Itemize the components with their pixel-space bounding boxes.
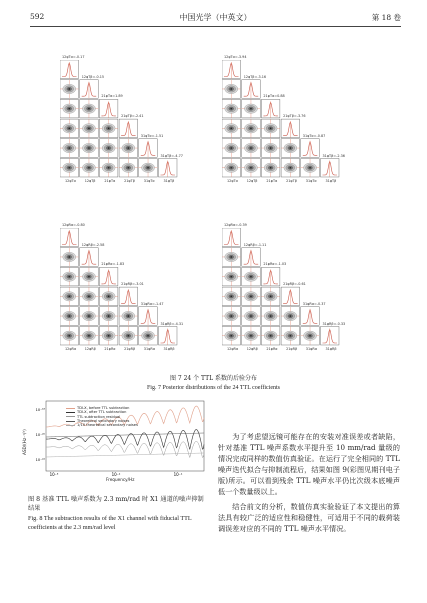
- posterior-peak: [88, 108, 90, 110]
- y-tick-label: 10⁻¹⁸: [35, 408, 45, 412]
- x-tick-label: 21φTβ: [286, 179, 297, 184]
- x-tick-label: 31φRβ: [325, 347, 337, 352]
- x-tick-label: 12φTα: [227, 179, 238, 184]
- journal-title: 中国光学（中英文）: [179, 13, 252, 22]
- page-header: [30, 12, 401, 26]
- posterior-peak: [88, 335, 90, 337]
- posterior-peak: [88, 167, 90, 169]
- legend-item: TDI-X, after TTL subtraction: [66, 410, 138, 414]
- body-text: [218, 431, 400, 534]
- posterior-peak: [68, 296, 70, 298]
- fig8-spectrum-plot: [22, 397, 208, 485]
- posterior-peak: [230, 256, 232, 258]
- x-tick-label: 12φTα: [65, 179, 76, 184]
- x-tick-label: 10⁻³: [49, 472, 59, 477]
- posterior-peak: [88, 296, 90, 298]
- volume-number: 第 18 卷: [371, 13, 401, 22]
- y-tick-label: 10⁻²²: [35, 458, 45, 462]
- posterior-peak: [230, 147, 232, 149]
- marginal-label: 12φRβ=-2.58: [81, 242, 105, 247]
- legend-item: 1/10 theoretical secondary noises: [66, 423, 138, 427]
- marginal-label: 31φRβ=-0.33: [322, 321, 346, 326]
- posterior-peak: [290, 335, 292, 337]
- x-tick-label: 21φRβ: [124, 347, 136, 352]
- posterior-peak: [68, 128, 70, 130]
- marginal-label: 21φRα=-1.83: [101, 262, 125, 267]
- fig8-xlabel: Frequency/Hz: [106, 477, 135, 482]
- x-tick-label: 31φRα: [305, 347, 317, 352]
- x-tick-label: 31φRβ: [163, 347, 175, 352]
- corner-svg: [60, 228, 182, 356]
- posterior-peak: [250, 296, 252, 298]
- x-tick-label: 21φTα: [266, 179, 278, 184]
- y-tick-label: 10⁻²⁰: [35, 433, 45, 437]
- posterior-peak: [68, 88, 70, 90]
- marginal-label: 12φTα=-3.94: [224, 55, 247, 59]
- posterior-peak: [230, 276, 232, 278]
- posterior-peak: [230, 88, 232, 90]
- fig8-ylabel: ASD/(Hz⁻¹/²): [22, 429, 27, 455]
- x-tick-label: 12φRβ: [246, 347, 258, 352]
- posterior-peak: [147, 335, 149, 337]
- marginal-label: 21φRβ=-3.01: [121, 282, 144, 287]
- posterior-peak: [230, 167, 232, 169]
- posterior-peak: [108, 167, 110, 169]
- posterior-peak: [68, 315, 70, 317]
- marginal-label: 21φRα=-1.03: [263, 262, 287, 267]
- posterior-peak: [250, 276, 252, 278]
- posterior-peak: [250, 315, 252, 317]
- corner-plot-tr: [222, 55, 345, 188]
- posterior-peak: [250, 108, 252, 110]
- posterior-peak: [88, 128, 90, 130]
- posterior-peak: [250, 335, 252, 337]
- corner-svg: [222, 228, 344, 356]
- corner-svg: [222, 60, 344, 188]
- legend-item: TTL subtraction residual: [66, 415, 138, 419]
- posterior-peak: [270, 315, 272, 317]
- x-tick-label: 12φTβ: [84, 179, 96, 184]
- marginal-label: 31φRβ=-4.31: [160, 321, 184, 326]
- posterior-peak: [230, 128, 232, 130]
- header-rule: [30, 26, 401, 27]
- posterior-peak: [309, 335, 311, 337]
- marginal-label: 31φTβ=-4.77: [160, 153, 183, 158]
- posterior-peak: [128, 167, 130, 169]
- x-tick-label: 31φTβ: [163, 179, 175, 184]
- x-tick-label: 31φRα: [143, 347, 155, 352]
- x-tick-label: 10⁻¹: [173, 472, 183, 477]
- posterior-peak: [68, 108, 70, 110]
- legend-item: Theoretical secondary noises: [66, 419, 138, 423]
- posterior-peak: [270, 296, 272, 298]
- marginal-label: 12φTβ=-3.16: [243, 74, 267, 79]
- x-tick-label: 31φTα: [143, 179, 155, 184]
- marginal-label: 31φRα=-0.37: [302, 301, 326, 306]
- posterior-peak: [128, 147, 130, 149]
- posterior-peak: [230, 108, 232, 110]
- posterior-peak: [128, 315, 130, 317]
- fig8-caption-cn: 图 8 基准 TTL 噪声系数为 2.3 mm/rad 时 X1 通道的噪声抑制结果: [28, 496, 204, 512]
- posterior-peak: [108, 128, 110, 130]
- fig7-caption-cn: 图 7 24 个 TTL 系数的后验分布: [169, 375, 258, 382]
- posterior-peak: [68, 167, 70, 169]
- posterior-peak: [88, 147, 90, 149]
- x-tick-label: 10⁻²: [111, 472, 121, 477]
- fig8-caption-en: Fig. 8 The subtraction results of the X1 channel with fiducial TTL coefficients at the 2.3 mm/rad level: [28, 515, 192, 531]
- x-tick-label: 21φTα: [104, 179, 116, 184]
- marginal-label: 31φTα=-1.51: [140, 133, 164, 138]
- marginal-label: 12φRβ=-1.11: [243, 242, 267, 247]
- corner-plot-br: [222, 223, 346, 356]
- posterior-peak: [108, 147, 110, 149]
- corner-svg: [60, 60, 182, 188]
- marginal-label: 12φTβ=-0.15: [81, 74, 105, 79]
- x-tick-label: 21φRα: [266, 347, 278, 352]
- marginal-label: 21φTβ=-2.41: [121, 114, 144, 119]
- posterior-peak: [68, 256, 70, 258]
- x-tick-label: 12φTβ: [246, 179, 258, 184]
- posterior-peak: [68, 335, 70, 337]
- posterior-peak: [230, 296, 232, 298]
- x-tick-label: 21φRα: [104, 347, 116, 352]
- posterior-peak: [68, 147, 70, 149]
- posterior-peak: [250, 128, 252, 130]
- posterior-peak: [270, 167, 272, 169]
- posterior-peak: [108, 335, 110, 337]
- x-tick-label: 31φTα: [305, 179, 317, 184]
- posterior-peak: [270, 128, 272, 130]
- x-tick-label: 21φTβ: [124, 179, 135, 184]
- posterior-peak: [309, 167, 311, 169]
- marginal-label: 21φTα=0.88: [263, 94, 285, 99]
- page-number: 592: [30, 12, 45, 21]
- posterior-peak: [68, 276, 70, 278]
- posterior-peak: [88, 315, 90, 317]
- posterior-peak: [108, 315, 110, 317]
- marginal-label: 21φTβ=-3.76: [283, 114, 306, 119]
- paragraph: 结合前文的分析，数值仿真实验验证了本文提出的算法具有较广泛的适应性和稳健性，可适用于不同的载荷装调误差对应的不同的 TTL 噪声水平情况。: [218, 501, 400, 533]
- marginal-label: 12φRα=-0.80: [62, 223, 85, 227]
- corner-plot-tl: [60, 55, 183, 188]
- posterior-peak: [270, 335, 272, 337]
- x-tick-label: 12φRβ: [84, 347, 96, 352]
- posterior-peak: [230, 335, 232, 337]
- fig7-caption-en: Fig. 7 Posterior distributions of the 24 TTL coefficients: [146, 385, 281, 391]
- fig8-legend: [66, 406, 138, 427]
- posterior-peak: [108, 296, 110, 298]
- x-tick-label: 12φRα: [227, 347, 239, 352]
- marginal-label: 31φTα=-0.87: [302, 133, 326, 138]
- marginal-label: 31φTβ=-2.36: [322, 153, 345, 158]
- x-tick-label: 12φRα: [65, 347, 77, 352]
- corner-plot-bl: [60, 223, 184, 356]
- posterior-peak: [290, 147, 292, 149]
- posterior-peak: [230, 315, 232, 317]
- posterior-peak: [250, 147, 252, 149]
- paragraph: 为了考虑望远镜可能存在的安装对准误差或者缺陷，针对基准 TTL 噪声系数水平提升至 10 mm/rad 量级的情况完成同样的数值仿真验证。在运行了完全相同的 TTL 噪声迭代拟合与抑制流程后，结果如图 9(彩图见期刊电子版)所示。可以看到残余 TTL 噪声水平仍比次级本底噪声低一个数量级以上。: [218, 432, 400, 497]
- posterior-peak: [147, 167, 149, 169]
- legend-item: TDI-X, before TTL subtraction: [66, 406, 138, 410]
- x-tick-label: 31φTβ: [325, 179, 337, 184]
- posterior-peak: [128, 335, 130, 337]
- posterior-peak: [290, 315, 292, 317]
- x-tick-label: 21φRβ: [286, 347, 298, 352]
- marginal-label: 21φRβ=-0.61: [283, 282, 306, 287]
- marginal-label: 21φTα=1.89: [101, 94, 123, 99]
- posterior-peak: [270, 147, 272, 149]
- posterior-peak: [290, 167, 292, 169]
- marginal-label: 12φRα=-0.39: [224, 223, 247, 227]
- posterior-peak: [88, 276, 90, 278]
- marginal-label: 12φTα=-0.17: [62, 55, 85, 59]
- posterior-peak: [250, 167, 252, 169]
- marginal-label: 31φRα=-1.47: [140, 301, 164, 306]
